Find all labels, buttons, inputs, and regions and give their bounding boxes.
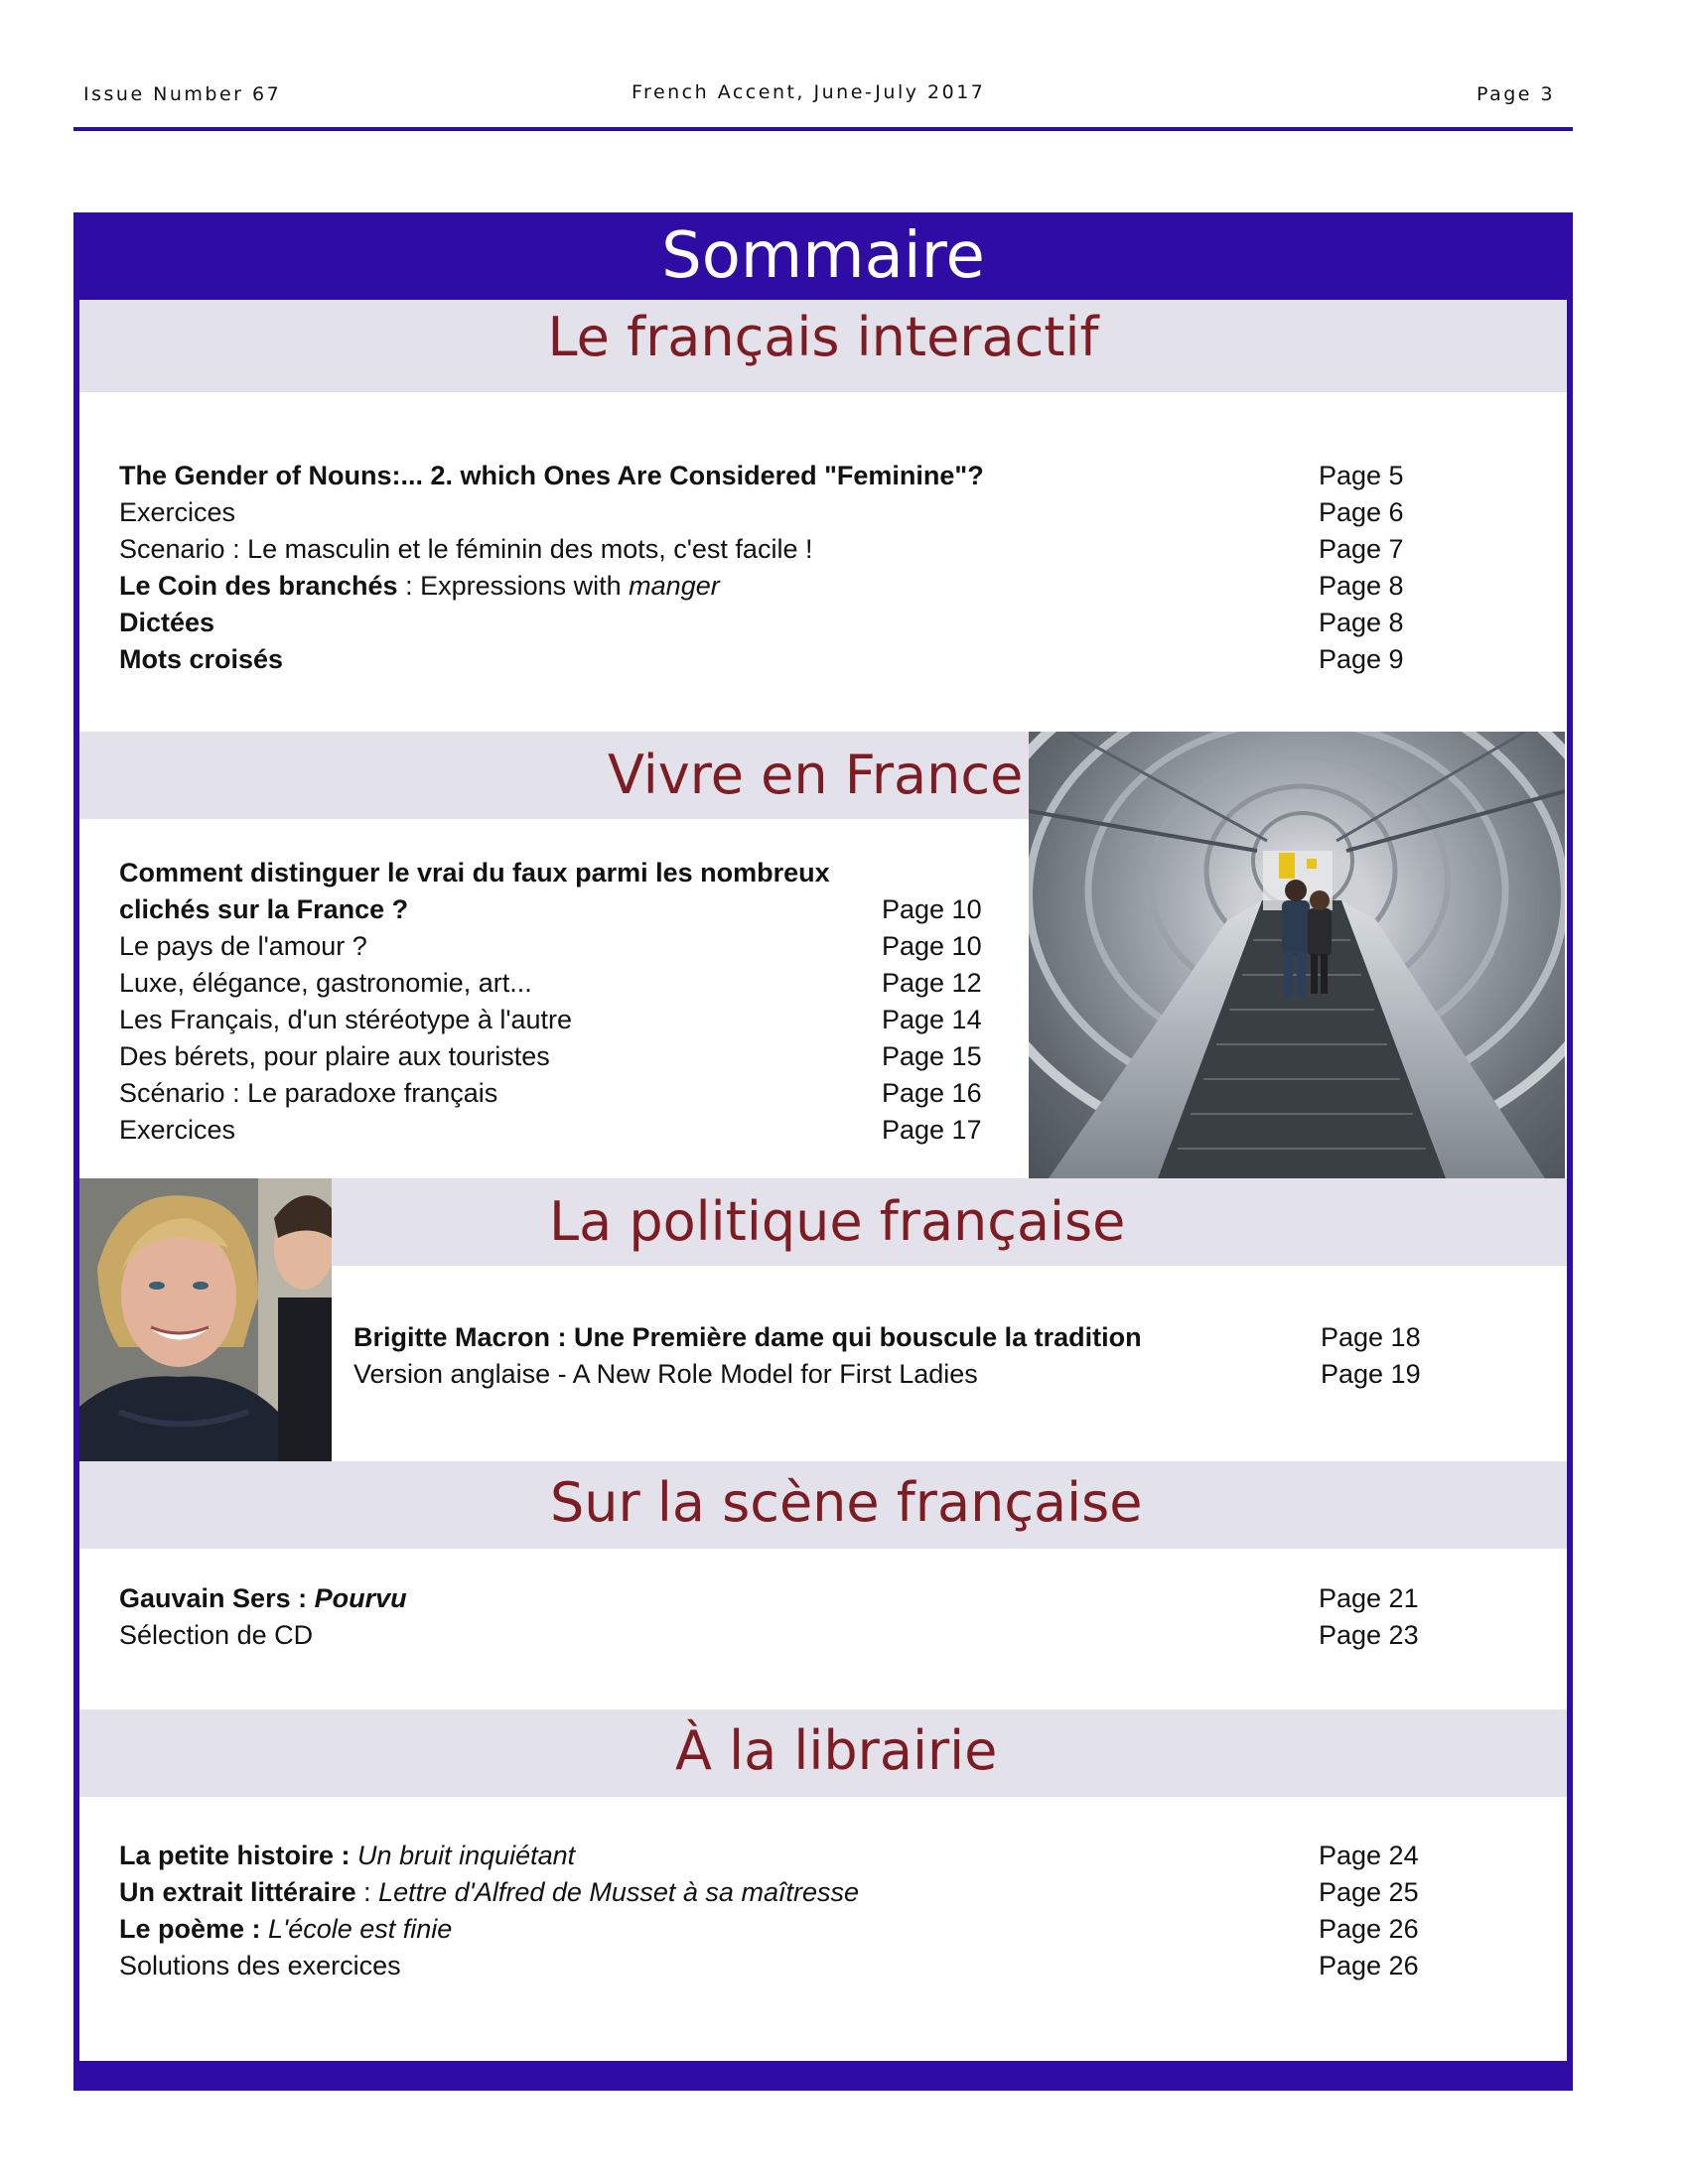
toc-entry[interactable] (119, 1914, 452, 1945)
toc-entry[interactable] (119, 858, 830, 888)
toc-entry[interactable] (119, 968, 532, 999)
toc-entry[interactable] (119, 1041, 550, 1072)
entry-text: Scénario : Le paradoxe français (119, 1078, 498, 1108)
section-title-francais-interactif: Le français interactif (547, 306, 1099, 368)
escalator-tube-photo (1029, 732, 1565, 1178)
brigitte-macron-photo (79, 1178, 332, 1461)
toc-page-ref[interactable]: Page 19 (1321, 1359, 1421, 1389)
entry-text-bold: La petite histoire : (119, 1841, 358, 1870)
toc-page-ref[interactable]: Page 21 (1319, 1583, 1419, 1613)
entry-text-bold: clichés sur la France ? (119, 894, 409, 924)
toc-page-ref[interactable]: Page 12 (882, 968, 982, 998)
section-title-vivre-en-france: Vivre en France (608, 744, 1024, 806)
entry-text-bold: Brigitte Macron : Une Première dame qui bouscule la tradition (353, 1322, 1142, 1352)
entry-text-bold: Dictées (119, 608, 215, 637)
toc-page-ref[interactable]: Page 16 (882, 1078, 982, 1108)
section-title-scene-francaise: Sur la scène française (550, 1471, 1143, 1534)
entry-text-bold: Un extrait littéraire (119, 1877, 356, 1907)
entry-text-bold: The Gender of Nouns:... 2. which Ones Are Considered "Feminine"? (119, 461, 984, 490)
toc-entry[interactable] (353, 1359, 978, 1390)
publication-title: French Accent, June-July 2017 (632, 81, 986, 103)
toc-page-ref[interactable]: Page 5 (1319, 461, 1404, 490)
section-title-politique-francaise: La politique française (549, 1190, 1126, 1253)
entry-text-italic: L'école est finie (268, 1914, 453, 1944)
toc-entry[interactable] (119, 608, 214, 638)
toc-page-ref[interactable]: Page 14 (882, 1005, 982, 1034)
portrait-illustration (79, 1178, 332, 1461)
toc-page-ref[interactable]: Page 10 (882, 894, 982, 924)
entry-text: Le pays de l'amour ? (119, 931, 367, 961)
entry-text: Exercices (119, 497, 236, 527)
entry-text-italic: Un bruit inquiétant (357, 1841, 576, 1870)
toc-page-ref[interactable]: Page 24 (1319, 1841, 1419, 1870)
entry-text-bold: Le poème : (119, 1914, 269, 1944)
entry-text: Scenario : Le masculin et le féminin des mots, c'est facile ! (119, 534, 813, 564)
toc-page-ref[interactable]: Page 7 (1319, 534, 1404, 564)
entry-text-bold: Mots croisés (119, 644, 284, 674)
toc-entry[interactable] (119, 1078, 497, 1109)
toc-entry[interactable] (119, 1115, 235, 1146)
entry-text: : Expressions with (397, 571, 630, 601)
section-title-librairie: À la librairie (675, 1719, 998, 1782)
toc-page-ref[interactable]: Page 8 (1319, 608, 1404, 637)
header-rule (73, 127, 1573, 131)
entry-text: Des bérets, pour plaire aux touristes (119, 1041, 550, 1071)
toc-page-ref[interactable]: Page 23 (1319, 1620, 1419, 1650)
toc-page-ref[interactable]: Page 26 (1319, 1914, 1419, 1944)
toc-page-ref[interactable]: Page 18 (1321, 1322, 1421, 1352)
toc-entry[interactable] (119, 1583, 407, 1614)
entry-text: Luxe, élégance, gastronomie, art... (119, 968, 532, 998)
entry-text-bold-italic: Pourvu (314, 1583, 407, 1613)
toc-entry[interactable] (353, 1322, 1142, 1353)
issue-number: Issue Number 67 (83, 83, 282, 105)
toc-page-ref[interactable]: Page 10 (882, 931, 982, 961)
entry-text: Les Français, d'un stéréotype à l'autre (119, 1005, 573, 1034)
toc-entry[interactable] (119, 1005, 572, 1035)
toc-entry[interactable] (119, 1951, 401, 1981)
toc-entry[interactable] (119, 1841, 575, 1871)
toc-page-ref[interactable]: Page 15 (882, 1041, 982, 1071)
toc-entry[interactable] (119, 461, 984, 491)
entry-text: Exercices (119, 1115, 236, 1145)
toc-page-ref[interactable]: Page 8 (1319, 571, 1404, 601)
toc-entry[interactable] (119, 1877, 859, 1908)
entry-text-bold: Gauvain Sers : (119, 1583, 315, 1613)
entry-text-bold: Comment distinguer le vrai du faux parmi les nombreux (119, 858, 830, 887)
toc-page-ref[interactable]: Page 17 (882, 1115, 982, 1145)
entry-text: : (355, 1877, 379, 1907)
toc-entry[interactable] (119, 497, 235, 528)
page-number: Page 3 (1477, 83, 1556, 105)
toc-entry[interactable] (119, 534, 812, 565)
page-title: Sommaire (661, 219, 985, 293)
escalator-tube-illustration (1029, 732, 1565, 1178)
toc-page-ref[interactable]: Page 26 (1319, 1951, 1419, 1980)
toc-entry[interactable] (119, 931, 367, 962)
toc-entry[interactable] (119, 571, 720, 602)
entry-text-italic: manger (629, 571, 720, 601)
entry-text-italic: Lettre d'Alfred de Musset à sa maîtresse (378, 1877, 859, 1907)
toc-entry[interactable] (119, 894, 408, 925)
entry-text: Solutions des exercices (119, 1951, 401, 1980)
toc-entry[interactable] (119, 1620, 313, 1651)
entry-text-bold: Le Coin des branchés (119, 571, 398, 601)
entry-text: Version anglaise - A New Role Model for First Ladies (353, 1359, 978, 1389)
toc-page-ref[interactable]: Page 25 (1319, 1877, 1419, 1907)
entry-text: Sélection de CD (119, 1620, 314, 1650)
toc-page-ref[interactable]: Page 6 (1319, 497, 1404, 527)
toc-entry[interactable] (119, 644, 283, 675)
toc-page-ref[interactable]: Page 9 (1319, 644, 1404, 674)
